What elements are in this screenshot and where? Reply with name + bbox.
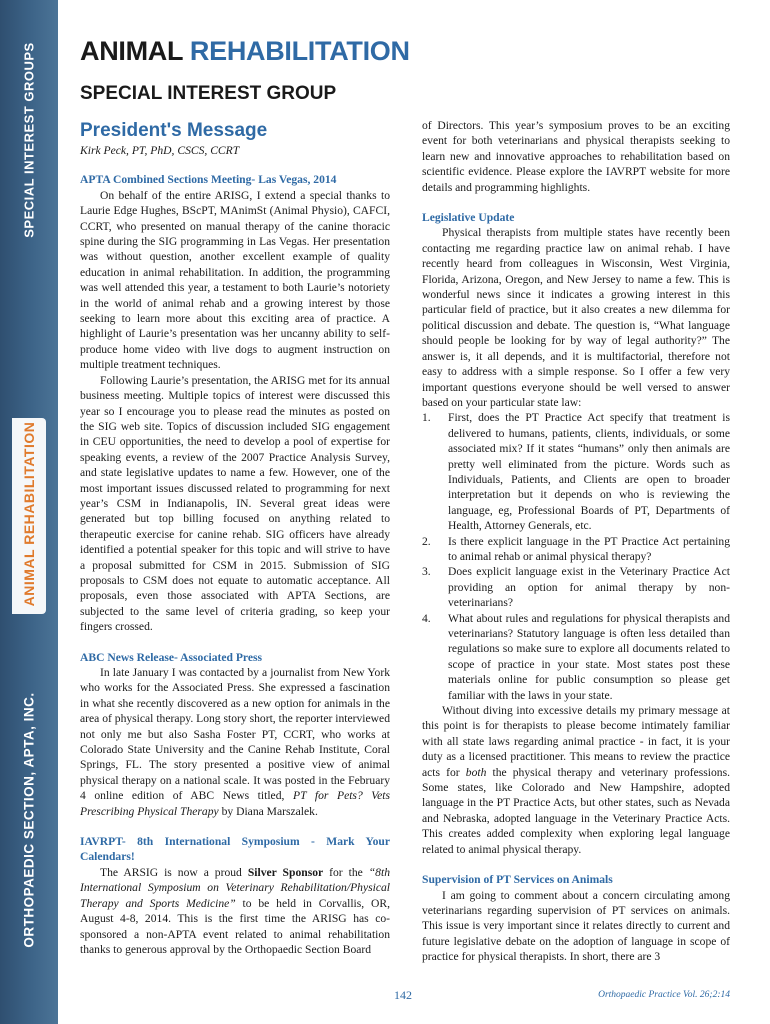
list-item: 4. What about rules and regulations for physical therapists and veterinarians? Statutory language is often less detailed than regulations so make sure to explore all documents related to scope of practice in your state. Most states post these materials online for public consumption so please get familiar with the laws in your state.: [422, 611, 730, 702]
sidebar-band: [0, 0, 58, 1024]
section-heading-legislative: Legislative Update: [422, 211, 515, 225]
list-item: 1. First, does the PT Practice Act specify that treatment is delivered to humans, patients, clients, individuals, or some associated mix? If it states “humans” only then animals are pretty well eliminated from the picture. Words such as Individuals, Patients, and Clients are open to broader interpretation but it depends on who is reviewing the language, eg, Professional Boards of PT, Departments of Health, Attorney Generals, etc.: [422, 411, 730, 533]
paragraph: In late January I was contacted by a journalist from New York who works for the Associated Press. She expressed a fascination in what she recently discovered as a new option for animals in the area of physical therapy. Long story short, the reporter interviewed not only me but also Sasha Foster PT, CCRT, who works at Colorado State University and the Canine Rehab Institute, Coral Springs, FL. The story presented a positive view of animal physical therapy on a national scale. It was posted in the February 4 online edition of ABC News titled, PT for Pets? Vets Prescribing Physical Therapy by Diana Marszalek.: [80, 666, 390, 818]
paragraph: Following Laurie’s presentation, the ARISG met for its annual business meeting. Multiple topics of interest were discussed this year so I encourage you to please read the minutes as posted on the SIG web site. Topics of discussion included SIG engagement in CEU opportunities, the need to develop a pool of expertise for speaking events, a review of the 2007 Practice Analysis Survey, and state legislative updates to name a few. However, one of the most important issues discussed related to programming for next year’s CSM in Indianapolis, IN. Several great ideas were generated but top billing focused on anything related to therapeutic exercise for canine rehab. SIG officers have already identified a potential speaker for this topic and will strive to have a proposal submitted for CSM in 2015. Submission of SIG proposals to CSM does not equate to automatic acceptance. All proposals, even those associated with APTA Sections, are subjected to the same level of criteria grading, so keep your fingers crossed.: [80, 373, 390, 634]
journal-citation: Orthopaedic Practice Vol. 26;2:14: [598, 990, 730, 1000]
section-heading-abc-news: ABC News Release- Associated Press: [80, 650, 263, 664]
page-subtitle: SPECIAL INTEREST GROUP: [80, 83, 337, 104]
page-title: [80, 36, 410, 67]
article-title: President's Message: [80, 120, 268, 141]
symposium-name: “8th International Symposium on Veterinary Rehabilitation/Physical Therapy and Sports Medicine”: [80, 865, 390, 910]
paragraph: I am going to comment about a concern circulating among veterinarians regarding supervision of PT services on animals. This issue is very important since it relates directly to current and future legislative debate on the adoption of language in scope of practice for physical therapists. In short, there are 3: [422, 888, 730, 964]
paragraph: The ARSIG is now a proud Silver Sponsor for the “8th International Symposium on Veterinary Rehabilitation/Physical Therapy and Sports Medicine” to be held in Corvallis, OR, August 4-8, 2014. This is the first time the ARISG has co-sponsored a non-APTA event related to animal rehabilitation thanks to generous approval by the Orthopaedic Section Board: [80, 865, 390, 956]
list-item: 3. Does explicit language exist in the Veterinary Practice Act providing an option for animal therapy by non-veterinarians?: [422, 565, 730, 610]
sidebar-label-animal-rehabilitation: ANIMAL REHABILITATION: [21, 421, 37, 607]
right-column: [422, 118, 730, 965]
page-title-part2: REHABILITATION: [189, 36, 410, 66]
section-heading-iavrpt: IAVRPT- 8th International Symposium - Mark Your Calendars!: [80, 835, 390, 864]
paragraph: Without diving into excessive details my primary message at this point is for therapists to please become intimately familiar with all state laws regarding animal practice - in fact, it is your duty as a licensed practitioner. This means to review the practice acts for both the physical therapy and veterinary professions. Some states, like Colorado and New Hampshire, adopted language in the PT Practice Acts, but other states, such as Nevada and Nebraska, adopted language in the Veterinary Practice Acts. This creates added complexity when exploring legal language related to animal physical therapy.: [422, 704, 731, 856]
paragraph: of Directors. This year’s symposium proves to be an exciting event for both veterinarians and physical therapists seeking to learn new and innovative approaches to rehabilitation based on scientific evidence. Please explore the IAVRPT website for more details and programming highlights.: [422, 119, 730, 194]
sponsor-level: Silver Sponsor: [247, 865, 324, 879]
page-title-part1: ANIMAL: [80, 36, 183, 66]
page-number: 142: [394, 988, 412, 1002]
question-list: [422, 410, 730, 703]
section-heading-supervision: Supervision of PT Services on Animals: [422, 873, 613, 887]
left-column: [80, 118, 390, 957]
sidebar-label-special-interest-groups: SPECIAL INTEREST GROUPS: [21, 42, 37, 238]
paragraph: On behalf of the entire ARISG, I extend a special thanks to Laurie Edge Hughes, BScPT, MAnimSt (Animal Physio), CAFCI, CCRT, who presented on manual therapy of the canine thoracic spine during the SIG programming in Las Vegas. Her presentation was without question, another excellent example of quality education in animal rehabilitation. In addition, the programming was well attended this year, a testament to both Laurie’s notoriety in the world of animal rehab and a growing interest by those seeking to learn more about this exciting area of practice. A highlight of Laurie’s presentation was her uncanny ability to self-produce home video with live dogs to augment instruction on multiple treatment techniques.: [80, 188, 390, 372]
paragraph: Physical therapists from multiple states have recently been contacting me regarding practice law on animal rehab. I have recently heard from colleagues in Wisconsin, West Virginia, Florida, Arizona, Oregon, and New Jersey to name a few. This is wonderful news since it indicates a growing interest in this particular field of practice, but it also creates a new dilemma for political discussion and debate. The question is, “What language should people be looking for by way of legal authority?” The answer is, it all depends, and it is multifactorial, therefore not easy to address with a simple response. So I offer a few very important questions everyone should be well versed to answer based on your particular state law:: [422, 226, 730, 409]
list-item: 2. Is there explicit language in the PT Practice Act pertaining to animal rehab or animal physical therapy?: [422, 534, 730, 563]
sidebar-label-orthopaedic-section: ORTHOPAEDIC SECTION, APTA, INC.: [21, 692, 37, 948]
section-heading-csm: APTA Combined Sections Meeting- Las Vegas, 2014: [80, 173, 337, 187]
article-author: Kirk Peck, PT, PhD, CSCS, CCRT: [80, 144, 240, 157]
article-reference-title: PT for Pets? Vets Prescribing Physical Therapy: [80, 789, 390, 818]
